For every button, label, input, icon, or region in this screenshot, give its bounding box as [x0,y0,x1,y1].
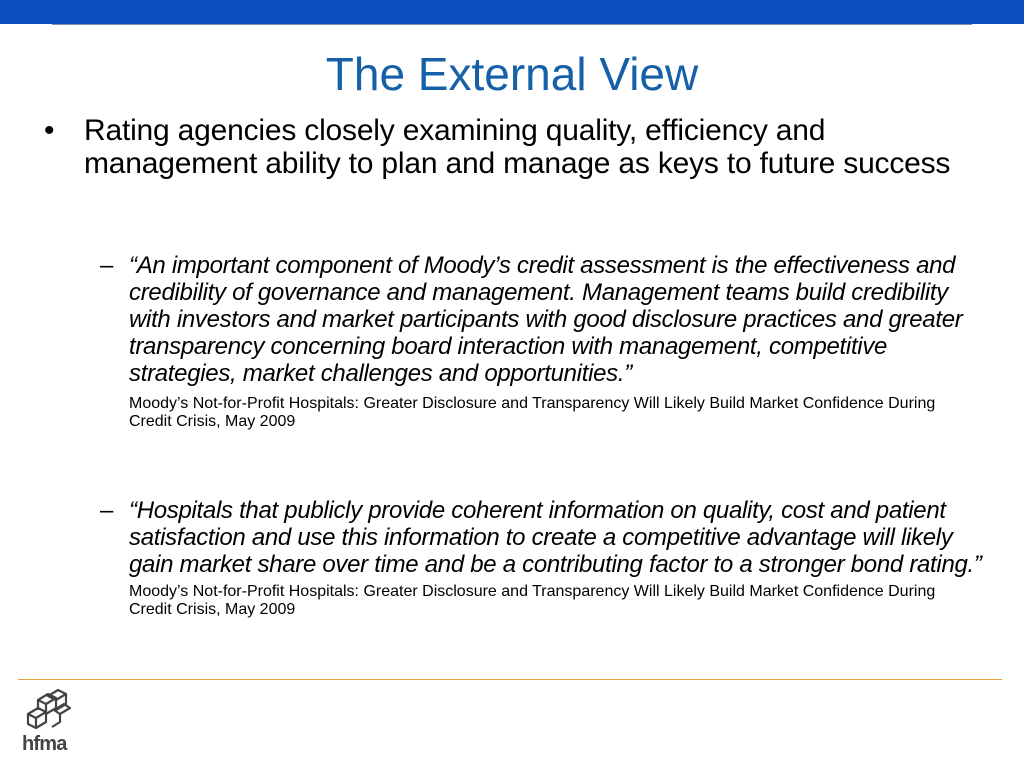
dash-marker: – [100,252,114,279]
footer-divider [18,679,1002,680]
bullet-marker: • [44,114,55,147]
quote-citation: Moody’s Not-for-Profit Hospitals: Greater Disclosure and Transparency Will Likely Build Market Confidence During Credit Crisis, May 2009 [129,395,936,430]
main-bullet [44,114,974,180]
quote-text: “An important component of Moody’s credit assessment is the effectiveness and credibility of governance and management. Management teams build credibility with investors and market participants with good disclosure practices and greater transparency concerning board interaction with management, competitive strategies, market challenges and opportunities.” [129,252,963,387]
quote-item [100,252,985,431]
slide-title: The External View [325,48,699,100]
quote-text: “Hospitals that publicly provide coherent information on quality, cost and patient satisfaction and use this information to create a competitive advantage will likely gain market share over time and be a contributing factor to a stronger bond rating.” [129,497,982,578]
hfma-logo-text: hfma [22,733,67,755]
top-banner-bar [0,0,1024,24]
dash-marker: – [100,497,114,524]
hfma-logo [20,688,80,760]
main-bullet-text: Rating agencies closely examining quality, efficiency and management ability to plan and manage as keys to future success [84,114,951,180]
quote-item [100,497,985,619]
hfma-cube-logo-icon [24,688,72,732]
quote-citation: Moody’s Not-for-Profit Hospitals: Greater Disclosure and Transparency Will Likely Build Market Confidence During Credit Crisis, May 2009 [129,583,936,618]
top-divider [52,24,972,25]
